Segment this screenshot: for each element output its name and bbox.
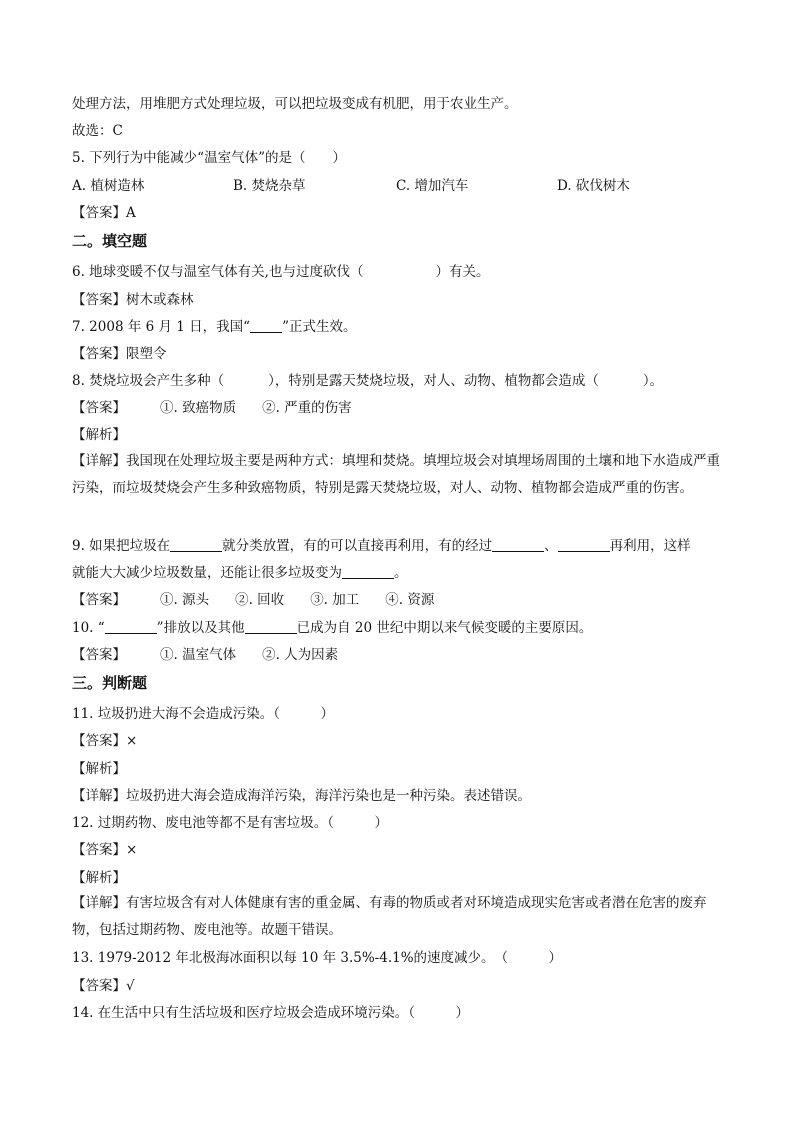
detail-8: 【详解】我国现在处理垃圾主要是两种方式：填埋和焚烧。填埋垃圾会对填埋场周围的土壤和地下水造成严重污染，而垃圾焚烧会产生多种致癌物质，特别是露天焚烧垃圾，对人、动物、植物都会造成严重的伤害。 xyxy=(72,453,720,496)
option-c: C. 增加汽车 xyxy=(396,178,469,194)
question-7: 7. 2008 年 6 月 1 日，我国“ ”正式生效。 xyxy=(72,319,357,335)
answer-13: 【答案】√ xyxy=(72,978,135,994)
answer-11: 【答案】× xyxy=(72,733,138,749)
option-b: B. 焚烧杂草 xyxy=(233,178,306,194)
analysis-label: 【解析】 xyxy=(72,761,126,777)
option-a: A. 植树造林 xyxy=(72,178,145,194)
question-14: 14. 在生活中只有生活垃圾和医疗垃圾会造成环境污染。（ ） xyxy=(72,1005,470,1021)
detail-11: 【详解】垃圾扔进大海会造成海洋污染，海洋污染也是一种污染。表述错误。 xyxy=(72,788,531,804)
section-heading-judgement: 三。判断题 xyxy=(72,674,148,692)
question-6: 6. 地球变暖不仅与温室气体有关,也与过度砍伐（ ）有关。 xyxy=(72,264,490,280)
question-10: 10. “ ”排放以及其他 已成为自 20 世纪中期以来气候变暖的主要原因。 xyxy=(72,620,593,636)
question-12: 12. 过期药物、废电池等都不是有害垃圾。（ ） xyxy=(72,815,389,831)
analysis-label: 【解析】 xyxy=(72,870,126,886)
question-9-cont: 就能大大减少垃圾数量，还能让很多垃圾变为 。 xyxy=(72,565,408,581)
text-line: 处理方法，用堆肥方式处理垃圾，可以把垃圾变成有机肥，用于农业生产。 xyxy=(72,96,518,112)
answer-5: 【答案】A xyxy=(72,205,136,221)
text-line: 故选：C xyxy=(72,123,123,139)
question-5: 5. 下列行为中能减少“温室气体”的是（ ） xyxy=(72,150,346,166)
question-11: 11. 垃圾扔进大海不会造成污染。（ ） xyxy=(72,706,335,722)
section-heading-fill-blank: 二。填空题 xyxy=(72,232,148,250)
answer-12: 【答案】× xyxy=(72,842,138,858)
question-9: 9. 如果把垃圾在 就分类放置，有的可以直接再利用，有的经过 、 再利用，这样 xyxy=(72,538,691,554)
analysis-label: 【解析】 xyxy=(72,427,126,443)
answer-7: 【答案】限塑令 xyxy=(72,346,167,362)
answer-10: 【答案】 ①. 温室气体 ②. 人为因素 xyxy=(72,647,339,663)
answer-8: 【答案】 ①. 致癌物质 ②. 严重的伤害 xyxy=(72,400,352,416)
option-d: D. 砍伐树木 xyxy=(557,178,630,194)
question-8: 8. 焚烧垃圾会产生多种（ ），特别是露天焚烧垃圾，对人、动物、植物都会造成（ ）。 xyxy=(72,373,664,389)
question-13: 13. 1979-2012 年北极海冰面积以每 10 年 3.5%-4.1%的速度减少。 （ ） xyxy=(72,950,563,966)
detail-12: 【详解】有害垃圾含有对人体健康有害的重金属、有毒的物质或者对环境造成现实危害或者潜在危害的废弃物，包括过期药物、废电池等。故题干错误。 xyxy=(72,895,707,938)
answer-6: 【答案】树木或森林 xyxy=(72,292,194,308)
answer-9: 【答案】 ①. 源头 ②. 回收 ③. 加工 ④. 资源 xyxy=(72,592,435,608)
